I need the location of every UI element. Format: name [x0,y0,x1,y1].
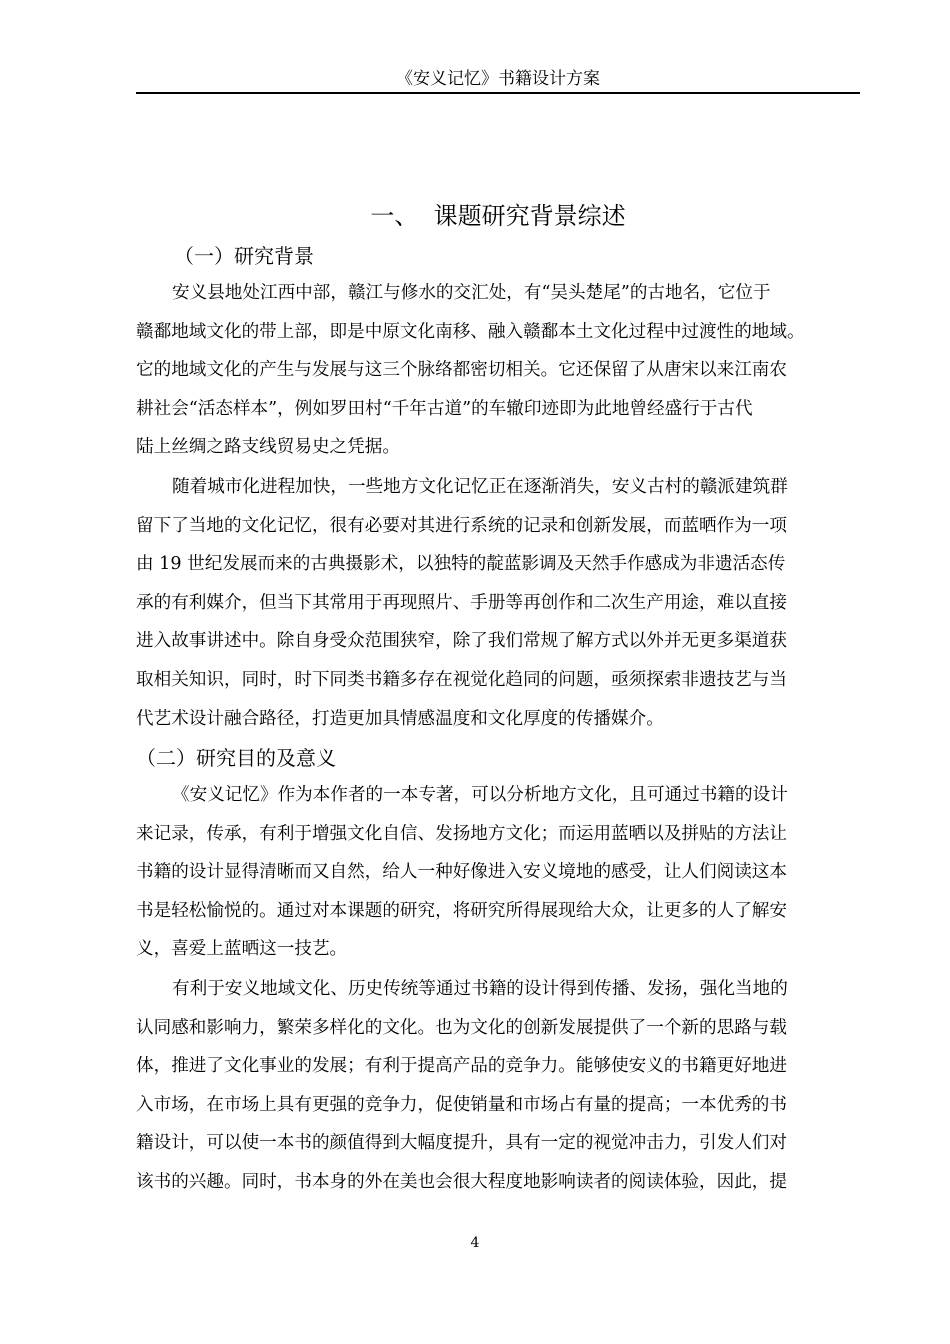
paragraph-line: 由 19 世纪发展而来的古典摄影术，以独特的靛蓝影调及天然手作感成为非遗活态传 [136,554,786,575]
paragraph-line: 来记录，传承，有利于增强文化自信、发扬地方文化；而运用蓝晒以及拼贴的方法让 [136,823,787,844]
chapter-title: 一、 课题研究背景综述 [370,202,626,230]
paragraph-line: 代艺术设计融合路径，打造更加具情感温度和文化厚度的传播媒介。 [136,708,664,729]
paragraph-purpose-1 [136,776,860,969]
header-rule [136,92,860,94]
section-heading-background: （一）研究背景 [174,244,314,268]
paragraph-purpose-2 [136,970,860,1202]
paragraph-line: 进入故事讲述中。除自身受众范围狭窄，除了我们常规了解方式以外并无更多渠道获 [136,631,787,652]
paragraph-line: 该书的兴趣。同时，书本身的外在美也会很大程度地影响读者的阅读体验，因此，提 [136,1171,787,1192]
section-heading-purpose: （二）研究目的及意义 [136,746,336,770]
paragraph-line: 籍设计，可以使一本书的颜值得到大幅度提升，具有一定的视觉冲击力，引发人们对 [136,1133,787,1154]
running-header: 《安义记忆》书籍设计方案 [396,69,600,89]
paragraph-line: 陆上丝绸之路支线贸易史之凭据。 [136,437,400,458]
paragraph-line: 入市场，在市场上具有更强的竞争力，促使销量和市场占有量的提高；一本优秀的书 [136,1094,787,1115]
paragraph-line: 耕社会“活态样本”，例如罗田村“千年古道”的车辙印迹即为此地曾经盛行于古代 [136,398,753,419]
paragraph-line: 承的有利媒介，但当下其常用于再现照片、手册等再创作和二次生产用途，难以直接 [136,592,787,613]
paragraph-line: 随着城市化进程加快，一些地方文化记忆正在逐渐消失，安义古村的赣派建筑群 [172,477,788,497]
paragraph-line: 书是轻松愉悦的。通过对本课题的研究，将研究所得展现给大众，让更多的人了解安 [136,900,787,921]
paragraph-line: 体，推进了文化事业的发展；有利于提高产品的竞争力。能够使安义的书籍更好地进 [136,1056,787,1077]
paragraph-line: 书籍的设计显得清晰而又自然，给人一种好像进入安义境地的感受，让人们阅读这本 [136,862,787,883]
paragraph-line: 义，喜爱上蓝晒这一技艺。 [136,939,348,960]
paragraph-line: 认同感和影响力，繁荣多样化的文化。也为文化的创新发展提供了一个新的思路与载 [136,1017,787,1038]
page-number: 4 [470,1235,480,1251]
paragraph-line: 《安义记忆》作为本作者的一本专著，可以分析地方文化，且可通过书籍的设计 [172,785,788,805]
paragraph-background-2 [136,468,860,738]
paragraph-line: 赣鄱地域文化的带上部，即是中原文化南移、融入赣鄱本土文化过程中过渡性的地域。 [136,321,805,342]
paragraph-line: 取相关知识，同时，时下同类书籍多存在视觉化趋同的问题，亟须探索非遗技艺与当 [136,669,787,690]
paragraph-line: 它的地域文化的产生与发展与这三个脉络都密切相关。它还保留了从唐宋以来江南农 [136,360,787,381]
paragraph-line: 留下了当地的文化记忆，很有必要对其进行系统的记录和创新发展，而蓝晒作为一项 [136,515,787,536]
paragraph-line: 有利于安义地域文化、历史传统等通过书籍的设计得到传播、发扬，强化当地的 [172,979,788,999]
paragraph-background-1 [136,274,860,467]
paragraph-line: 安义县地处江西中部，赣江与修水的交汇处，有“吴头楚尾”的古地名，它位于 [172,283,771,303]
